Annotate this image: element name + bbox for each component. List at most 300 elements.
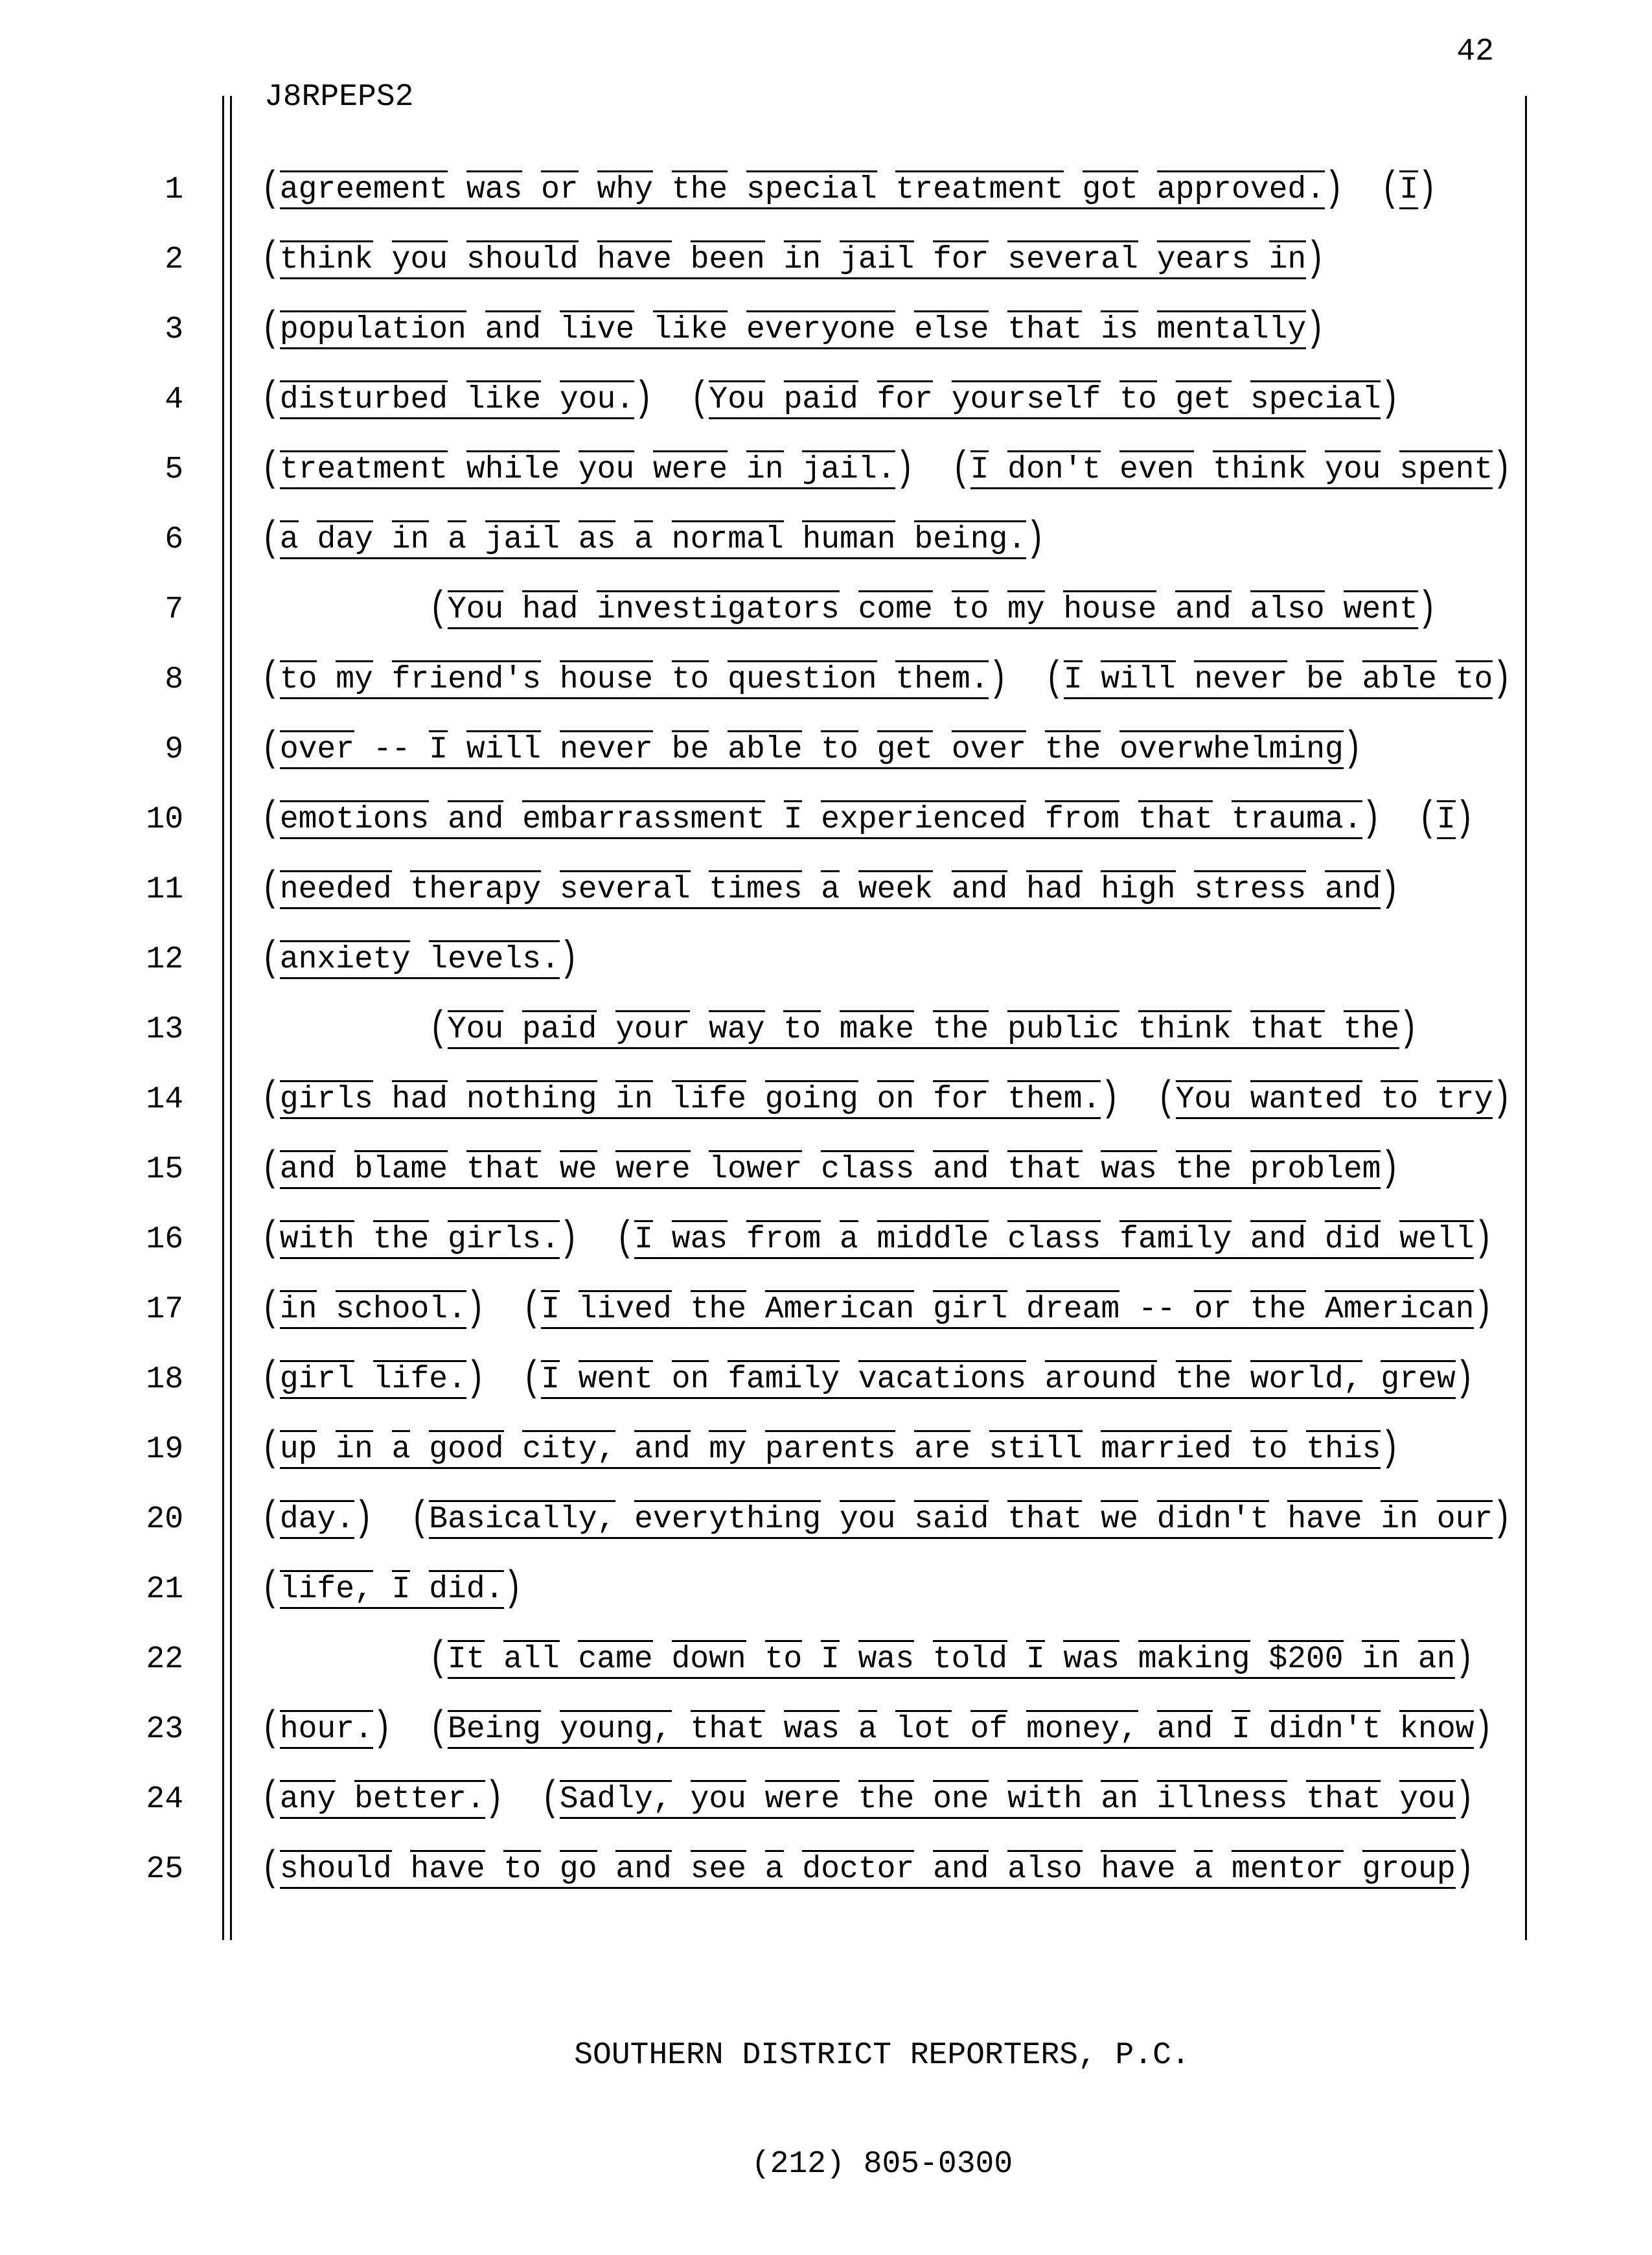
- word: that: [1306, 1780, 1381, 1817]
- word: day: [317, 520, 373, 557]
- word: have: [1287, 1500, 1362, 1537]
- word: years: [1157, 240, 1250, 277]
- word: week: [858, 870, 933, 907]
- footer-reporter-name: SOUTHERN DISTRICT REPORTERS, P.C.: [574, 2038, 1190, 2073]
- word: I: [392, 1570, 411, 1607]
- paren-open: (: [261, 725, 280, 773]
- word: up: [280, 1430, 317, 1467]
- line-text: [261, 1275, 1493, 1345]
- phrase-box-text: [280, 1782, 485, 1819]
- word: why: [597, 170, 653, 207]
- word: well: [1399, 1220, 1474, 1257]
- phrase-box-text: [280, 1292, 466, 1329]
- word: come: [858, 590, 933, 627]
- word: is: [1101, 310, 1138, 347]
- phrase-segment: [261, 1145, 1400, 1193]
- phrase-box-text: [280, 1082, 1101, 1119]
- line-text: [261, 365, 1399, 435]
- word: I: [1437, 800, 1456, 837]
- word: everything: [634, 1500, 821, 1537]
- phrase-box-text: [1399, 172, 1418, 209]
- paren-close: ): [1474, 1285, 1493, 1333]
- word: making: [1138, 1640, 1250, 1677]
- transcript-line: [0, 1485, 1652, 1555]
- word: good: [429, 1430, 503, 1467]
- transcript-line: [0, 1275, 1652, 1345]
- word: --: [1138, 1292, 1176, 1327]
- paren-close: ): [1417, 585, 1437, 633]
- line-number: 5: [165, 452, 183, 487]
- word: see: [691, 1850, 746, 1887]
- phrase-segment: [261, 1075, 1120, 1123]
- paren-close: ): [1493, 1495, 1512, 1543]
- word: had: [392, 1080, 448, 1117]
- word: treatment: [895, 170, 1063, 207]
- word: high: [1101, 870, 1175, 907]
- word: in: [784, 240, 821, 277]
- word: came: [578, 1640, 652, 1677]
- word: You: [1176, 1080, 1232, 1117]
- line-text: [261, 855, 1399, 925]
- word: everyone: [746, 310, 895, 347]
- transcript-line: [0, 155, 1652, 225]
- word: to: [765, 1640, 803, 1677]
- phrase-segment: [261, 1425, 1400, 1473]
- paren-close: ): [1306, 305, 1325, 353]
- word: my: [336, 660, 373, 697]
- line-text: [261, 925, 579, 995]
- word: this: [1306, 1430, 1381, 1467]
- word: also: [1250, 590, 1325, 627]
- line-number: 2: [165, 242, 183, 277]
- transcript-line: [0, 365, 1652, 435]
- word: have: [597, 240, 672, 277]
- word: the: [373, 1220, 429, 1257]
- transcript-line: [0, 1834, 1652, 1904]
- word: several: [1007, 240, 1138, 277]
- word: like: [653, 310, 728, 347]
- word: your: [615, 1010, 690, 1047]
- paren-open: (: [951, 445, 970, 493]
- phrase-segment: [261, 515, 1045, 563]
- phrase-segment: [261, 1215, 579, 1263]
- word: Sadly,: [560, 1780, 672, 1817]
- word: yourself: [952, 380, 1101, 417]
- word: the: [858, 1780, 914, 1817]
- word: nothing: [466, 1080, 597, 1117]
- word: girls: [280, 1080, 373, 1117]
- word: was: [672, 1220, 728, 1257]
- word: for: [933, 1080, 989, 1117]
- word: jail: [485, 520, 560, 557]
- line-text: [261, 645, 1511, 715]
- word: family: [1119, 1220, 1232, 1257]
- phrase-box-text: [280, 1432, 1381, 1469]
- line-number: 11: [146, 872, 183, 907]
- paren-close: ): [503, 1565, 523, 1613]
- paren-close: ): [559, 935, 579, 983]
- word: and: [952, 870, 1007, 907]
- word: over: [280, 730, 354, 767]
- line-number: 8: [165, 662, 183, 697]
- word: in: [336, 1430, 373, 1467]
- line-number: 20: [146, 1502, 183, 1537]
- word: way: [709, 1010, 764, 1047]
- line-number: 16: [146, 1222, 183, 1257]
- phrase-box-text: [280, 1222, 560, 1259]
- phrase-segment: [261, 655, 1008, 703]
- word: agreement: [280, 170, 448, 207]
- line-number: 3: [165, 312, 183, 347]
- word: special: [746, 170, 877, 207]
- word: I: [784, 800, 803, 837]
- word: I: [541, 1290, 560, 1327]
- phrase-box-text: [280, 1152, 1381, 1189]
- word: a: [1194, 1850, 1213, 1887]
- word: as: [579, 520, 616, 557]
- word: a: [821, 870, 840, 907]
- paren-open: (: [541, 1775, 560, 1823]
- paren-close: ): [1455, 1635, 1474, 1683]
- word: $200: [1268, 1640, 1343, 1677]
- paren-open: (: [429, 585, 448, 633]
- word: and: [933, 1850, 989, 1887]
- phrase-segment: [1381, 165, 1437, 213]
- word: middle: [877, 1220, 989, 1257]
- paren-close: ): [1455, 1775, 1474, 1823]
- transcript-line: [0, 1205, 1652, 1275]
- phrase-box-text: [280, 942, 560, 979]
- word: that: [1250, 1010, 1325, 1047]
- phrase-box-text: [280, 872, 1381, 909]
- line-text: [261, 575, 1437, 645]
- word: an: [1101, 1780, 1138, 1817]
- transcript-lines: [0, 155, 1652, 1904]
- line-number: 6: [165, 522, 183, 557]
- word: city,: [522, 1430, 615, 1467]
- word: said: [914, 1500, 989, 1537]
- word: paid: [522, 1010, 597, 1047]
- word: go: [560, 1850, 597, 1887]
- word: hour.: [280, 1710, 373, 1747]
- word: with: [1007, 1780, 1082, 1817]
- paren-open: (: [615, 1215, 635, 1263]
- word: or: [1194, 1290, 1232, 1327]
- word: still: [989, 1430, 1083, 1467]
- word: mentor: [1232, 1850, 1344, 1887]
- word: don't: [1007, 450, 1101, 487]
- word: should: [466, 240, 579, 277]
- paren-close: ): [1399, 1005, 1418, 1053]
- word: to: [503, 1850, 541, 1887]
- word: Being: [448, 1710, 541, 1747]
- word: try: [1437, 1080, 1493, 1117]
- word: my: [1007, 590, 1045, 627]
- word: group: [1362, 1850, 1456, 1887]
- phrase-box-text: [448, 592, 1418, 629]
- phrase-box-text: [560, 1782, 1456, 1819]
- phrase-segment: [429, 1635, 1474, 1683]
- word: and: [448, 800, 503, 837]
- word: the: [691, 1290, 746, 1327]
- line-number: 21: [146, 1572, 183, 1607]
- phrase-box-text: [1437, 802, 1456, 839]
- word: girl: [933, 1290, 1007, 1327]
- line-number: 9: [165, 732, 183, 767]
- paren-open: (: [429, 1005, 448, 1053]
- transcript-line: [0, 925, 1652, 995]
- phrase-box-text: [280, 732, 1344, 769]
- phrase-segment: [261, 305, 1325, 353]
- line-text: [261, 295, 1325, 365]
- paren-open: (: [261, 1775, 280, 1823]
- paren-open: (: [261, 1355, 280, 1403]
- word: will: [1101, 660, 1175, 697]
- paren-open: (: [522, 1355, 542, 1403]
- word: them.: [895, 660, 989, 697]
- line-text: [261, 435, 1511, 505]
- word: in: [615, 1080, 653, 1117]
- word: and: [634, 1430, 690, 1467]
- word: disturbed: [280, 380, 448, 417]
- word: did: [1325, 1220, 1381, 1257]
- phrase-box-text: [280, 1572, 504, 1609]
- paren-close: ): [1493, 655, 1512, 703]
- paren-open: (: [261, 445, 280, 493]
- word: lower: [709, 1150, 802, 1187]
- line-text: [261, 225, 1325, 295]
- transcript-line: [0, 225, 1652, 295]
- word: all: [503, 1640, 559, 1677]
- line-number: 4: [165, 382, 183, 417]
- word: lived: [579, 1290, 672, 1327]
- word: in: [746, 450, 784, 487]
- paren-close: ): [1306, 235, 1325, 283]
- paren-close: ): [634, 375, 653, 423]
- word: them.: [1007, 1080, 1101, 1117]
- word: in: [1362, 1640, 1399, 1677]
- word: able: [1362, 660, 1437, 697]
- word: wanted: [1250, 1080, 1362, 1117]
- line-text: [261, 785, 1474, 855]
- paren-close: ): [1381, 1145, 1400, 1193]
- paren-open: (: [261, 515, 280, 563]
- line-text: [261, 995, 1418, 1065]
- phrase-segment: [261, 235, 1325, 283]
- phrase-segment: [261, 1565, 523, 1613]
- word: I: [1232, 1710, 1250, 1747]
- word: I: [1026, 1640, 1045, 1677]
- page-footer: [261, 1965, 1503, 2255]
- word: that: [691, 1710, 765, 1747]
- word: that: [1007, 310, 1082, 347]
- phrase-box-text: [448, 1012, 1399, 1049]
- line-number: 15: [146, 1152, 183, 1187]
- line-text: [261, 1625, 1474, 1694]
- paren-open: (: [1381, 165, 1400, 213]
- word: of: [970, 1710, 1008, 1747]
- paren-open: (: [261, 795, 280, 843]
- phrase-box-text: [280, 1852, 1456, 1889]
- word: have: [1101, 1850, 1175, 1887]
- line-number: 19: [146, 1432, 183, 1467]
- word: didn't: [1157, 1500, 1269, 1537]
- phrase-segment: [261, 1355, 485, 1403]
- word: my: [709, 1430, 746, 1467]
- word: embarrassment: [522, 800, 764, 837]
- phrase-segment: [410, 1495, 1512, 1543]
- word: illness: [1157, 1780, 1288, 1817]
- word: on: [672, 1360, 709, 1397]
- paren-close: ): [373, 1705, 392, 1753]
- word: that: [466, 1150, 541, 1187]
- line-number: 1: [165, 172, 183, 207]
- word: approved.: [1157, 170, 1325, 207]
- word: blame: [354, 1150, 448, 1187]
- word: and: [615, 1850, 671, 1887]
- word: live: [560, 310, 634, 347]
- word: we: [560, 1150, 597, 1187]
- word: have: [410, 1850, 485, 1887]
- paren-close: ): [1381, 1425, 1400, 1473]
- line-text: [261, 715, 1362, 785]
- word: lot: [895, 1710, 951, 1747]
- line-text: [261, 1135, 1399, 1205]
- line-text: [261, 1834, 1474, 1904]
- paren-open: (: [410, 1495, 430, 1543]
- phrase-segment: [541, 1775, 1474, 1823]
- word: to: [1119, 380, 1157, 417]
- word: be: [1306, 660, 1344, 697]
- paren-open: (: [261, 865, 280, 913]
- line-number: 14: [146, 1082, 183, 1117]
- word: you.: [560, 380, 634, 417]
- paren-open: (: [261, 165, 280, 213]
- phrase-segment: [261, 795, 1381, 843]
- word: I: [1064, 660, 1083, 697]
- word: never: [560, 730, 653, 767]
- word: should: [280, 1850, 392, 1887]
- word: the: [672, 170, 728, 207]
- word: I: [634, 1220, 653, 1257]
- word: were: [653, 450, 728, 487]
- word: being.: [914, 520, 1026, 557]
- word: treatment: [280, 450, 448, 487]
- word: to: [280, 660, 317, 697]
- word: was: [466, 170, 522, 207]
- word: to: [672, 660, 709, 697]
- paren-close: ): [1474, 1705, 1493, 1753]
- word: from: [746, 1220, 821, 1257]
- line-text: [261, 505, 1045, 575]
- phrase-segment: [429, 1005, 1418, 1053]
- paren-close: ): [1418, 165, 1437, 213]
- paren-close: ): [1455, 1845, 1474, 1893]
- word: else: [914, 310, 989, 347]
- phrase-box-text: [448, 1642, 1456, 1679]
- word: special: [1250, 380, 1381, 417]
- word: married: [1101, 1430, 1232, 1467]
- word: in: [392, 520, 430, 557]
- word: money,: [1026, 1710, 1138, 1747]
- word: in: [280, 1290, 317, 1327]
- phrase-segment: [261, 165, 1344, 213]
- word: think: [280, 240, 373, 277]
- word: that: [1138, 800, 1213, 837]
- word: needed: [280, 870, 392, 907]
- word: question: [728, 660, 877, 697]
- phrase-segment: [1418, 795, 1474, 843]
- transcript-line: [0, 505, 1652, 575]
- word: I: [821, 1640, 840, 1677]
- word: know: [1399, 1710, 1474, 1747]
- word: I: [1399, 170, 1418, 207]
- paren-close: ): [1101, 1075, 1120, 1123]
- word: friend's: [392, 660, 541, 697]
- word: around: [1045, 1360, 1157, 1397]
- paren-open: (: [261, 305, 280, 353]
- word: were: [765, 1780, 840, 1817]
- word: a: [280, 520, 299, 557]
- word: even: [1119, 450, 1194, 487]
- paren-close: ): [1026, 515, 1045, 563]
- word: --: [373, 732, 411, 767]
- paren-close: ): [1455, 1355, 1474, 1403]
- word: on: [877, 1080, 915, 1117]
- word: never: [1194, 660, 1287, 697]
- word: make: [840, 1010, 914, 1047]
- word: the: [1250, 1290, 1306, 1327]
- paren-open: (: [690, 375, 709, 423]
- word: also: [1007, 1850, 1082, 1887]
- word: house: [1063, 590, 1156, 627]
- word: the: [1344, 1010, 1399, 1047]
- transcript-line: [0, 785, 1652, 855]
- word: you: [1325, 450, 1381, 487]
- phrase-segment: [261, 865, 1400, 913]
- word: in: [1381, 1500, 1418, 1537]
- word: overwhelming: [1119, 730, 1344, 767]
- phrase-box-text: [280, 242, 1306, 279]
- word: trauma.: [1232, 800, 1362, 837]
- paren-open: (: [261, 1845, 280, 1893]
- paren-open: (: [261, 1565, 280, 1613]
- phrase-segment: [522, 1285, 1493, 1333]
- word: to: [783, 1010, 821, 1047]
- paren-close: ): [1325, 165, 1344, 213]
- word: you: [1399, 1780, 1455, 1817]
- word: was: [784, 1710, 840, 1747]
- word: life: [672, 1080, 746, 1117]
- word: jail: [840, 240, 914, 277]
- line-text: [261, 1205, 1493, 1275]
- word: are: [914, 1430, 970, 1467]
- phrase-box-text: [280, 452, 896, 489]
- word: paid: [784, 380, 858, 417]
- word: got: [1083, 170, 1138, 207]
- word: been: [691, 240, 765, 277]
- transcript-header-code: J8RPEPS2: [264, 80, 414, 115]
- paren-close: ): [1362, 795, 1381, 843]
- word: class: [821, 1150, 914, 1187]
- word: for: [877, 380, 933, 417]
- word: and: [933, 1150, 989, 1187]
- word: like: [466, 380, 541, 417]
- transcript-line: [0, 1135, 1652, 1205]
- phrase-segment: [261, 375, 653, 423]
- word: You: [448, 590, 503, 627]
- paren-close: ): [1343, 725, 1362, 773]
